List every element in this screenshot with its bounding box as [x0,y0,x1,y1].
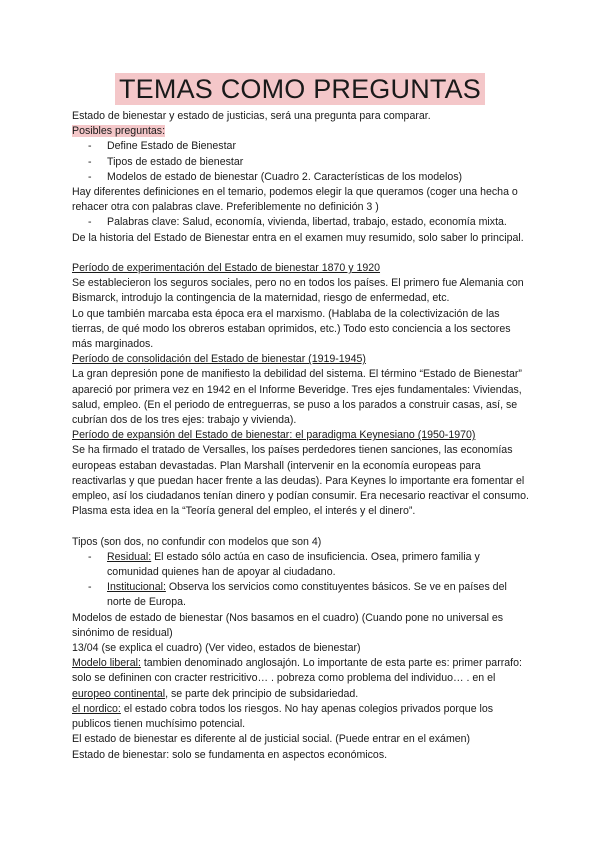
periodo1-heading: Período de experimentación del Estado de bienestar 1870 y 1920 [72,262,381,275]
periodo1-text2: Lo que también marcaba esta época era el marxismo. (Hablaba de la colectivización de las tierras, de qué modo los obreros estaban oprimidos, etc.) Todo esto conciencia a los sectores más marginados. [72,307,511,351]
list-item: - Tipos de estado de bienestar [72,155,532,170]
diferente-paragraph: El estado de bienestar es diferente al de justicial social. (Puede entrar en el exámen) [72,733,471,746]
intro-line: Estado de bienestar y estado de justicias, será una pregunta para comparar. [72,110,431,122]
tipos-list [72,550,532,611]
palabras-list [72,215,532,230]
nordico-text: el estado cobra todos los riesgos. No hay apenas colegios privados porque los publicos tienen muchísimo potencial. [72,702,494,731]
list-item [72,580,532,610]
periodo3-text: Se ha firmado el tratado de Versalles, los países perdedores tienen sanciones, las economías europeas estaban devastadas. Plan Marshall (intervenir en la economía europeas para reactivarlas y que puedan hacer frente a las deudas). Para Keynes lo importante era fomentar el empleo, así los ciudadanos tenían dinero y podían consumir. Era necesario reactivar el consumo. Plasma esta idea en la “Teoría general del empleo, el interés y el dinero”. [72,444,529,518]
modelos-intro: Modelos de estado de bienestar (Nos basamos en el cuadro) (Cuando pone no universal es sinónimo de residual) [72,611,504,639]
nordico-paragraph [72,702,532,732]
preguntas-list [72,139,532,185]
list-item: - Palabras clave: Salud, economía, vivienda, libertad, trabajo, estado, economía mixta. [72,215,532,230]
list-item: - Modelos de estado de bienestar (Cuadro 2. Características de los modelos) [72,170,532,185]
modelo-liberal-label: Modelo liberal: [72,657,141,670]
posibles-highlight: Posibles preguntas: [72,125,166,138]
page-title: TEMAS COMO PREGUNTAS [115,73,485,105]
spacer [72,519,532,534]
economicos-paragraph: Estado de bienestar: solo se fundamenta en aspectos económicos. [72,748,388,761]
definiciones-paragraph: Hay diferentes definiciones en el temario, podemos elegir la que queramos (coger una hecha o rehacer otra con palabras clave. Preferiblemente no definición 3 ) [72,186,518,214]
modelo-liberal-text: tambien denominado anglosajón. Lo importante de esta parte es: primer parrafo: solo se defininen con cracter restricitivo… . pobreza como problema del individuo… . en el [72,657,522,685]
tipo-label: Institucional: [107,581,166,594]
tipo-text: Observa los servicios como constituyentes básicos. Se ve en países del norte de Europa. [107,581,507,609]
periodo2-heading: Período de consolidación del Estado de bienestar (1919-1945) [72,353,366,366]
title-wrap [0,73,600,105]
europeo-continental-label: europeo continental [72,687,166,700]
historia-paragraph: De la historia del Estado de Bienestar entra en el examen muy resumido, solo saber lo principal. [72,231,524,244]
list-item: - Define Estado de Bienestar [72,139,532,154]
modelo-liberal-text2: , se parte dek principio de subsidariedad. [165,687,359,700]
periodo1-text: Se establecieron los seguros sociales, pero no en todos los países. El primero fue Alemania con Bismarck, introdujo la contingencia de la maternidad, riesgo de enfermedad, etc. [72,277,524,305]
periodo2-text: La gran depresión pone de manifiesto la debilidad del sistema. El término “Estado de Bienestar” apareció por primera vez en 1942 en el Informe Beveridge. Tres ejes fundamentales: Viviendas, salud, empleo. (En el periodo de entreguerras, se puso a los parados a construir casas, así, se cubrían dos de los tres ejes: trabajo y vivienda). [72,368,522,427]
tipos-intro: Tipos (son dos, no confundir con modelos que son 4) [72,535,322,548]
nordico-label: el nordico: [72,702,121,715]
spacer [72,246,532,261]
tipo-text: El estado sólo actúa en caso de insuficiencia. Osea, primero familia y comunidad quienes han de apoyar al ciudadano. [107,550,480,579]
list-item [72,550,532,580]
document-body [72,109,532,763]
fecha-line: 13/04 (se explica el cuadro) (Ver video, estados de bienestar) [72,642,361,655]
tipo-label: Residual: [107,550,152,563]
modelo-liberal-paragraph [72,656,532,702]
periodo3-heading: Período de expansión del Estado de bienestar: el paradigma Keynesiano (1950-1970) [72,429,476,442]
posibles-label [72,124,532,139]
